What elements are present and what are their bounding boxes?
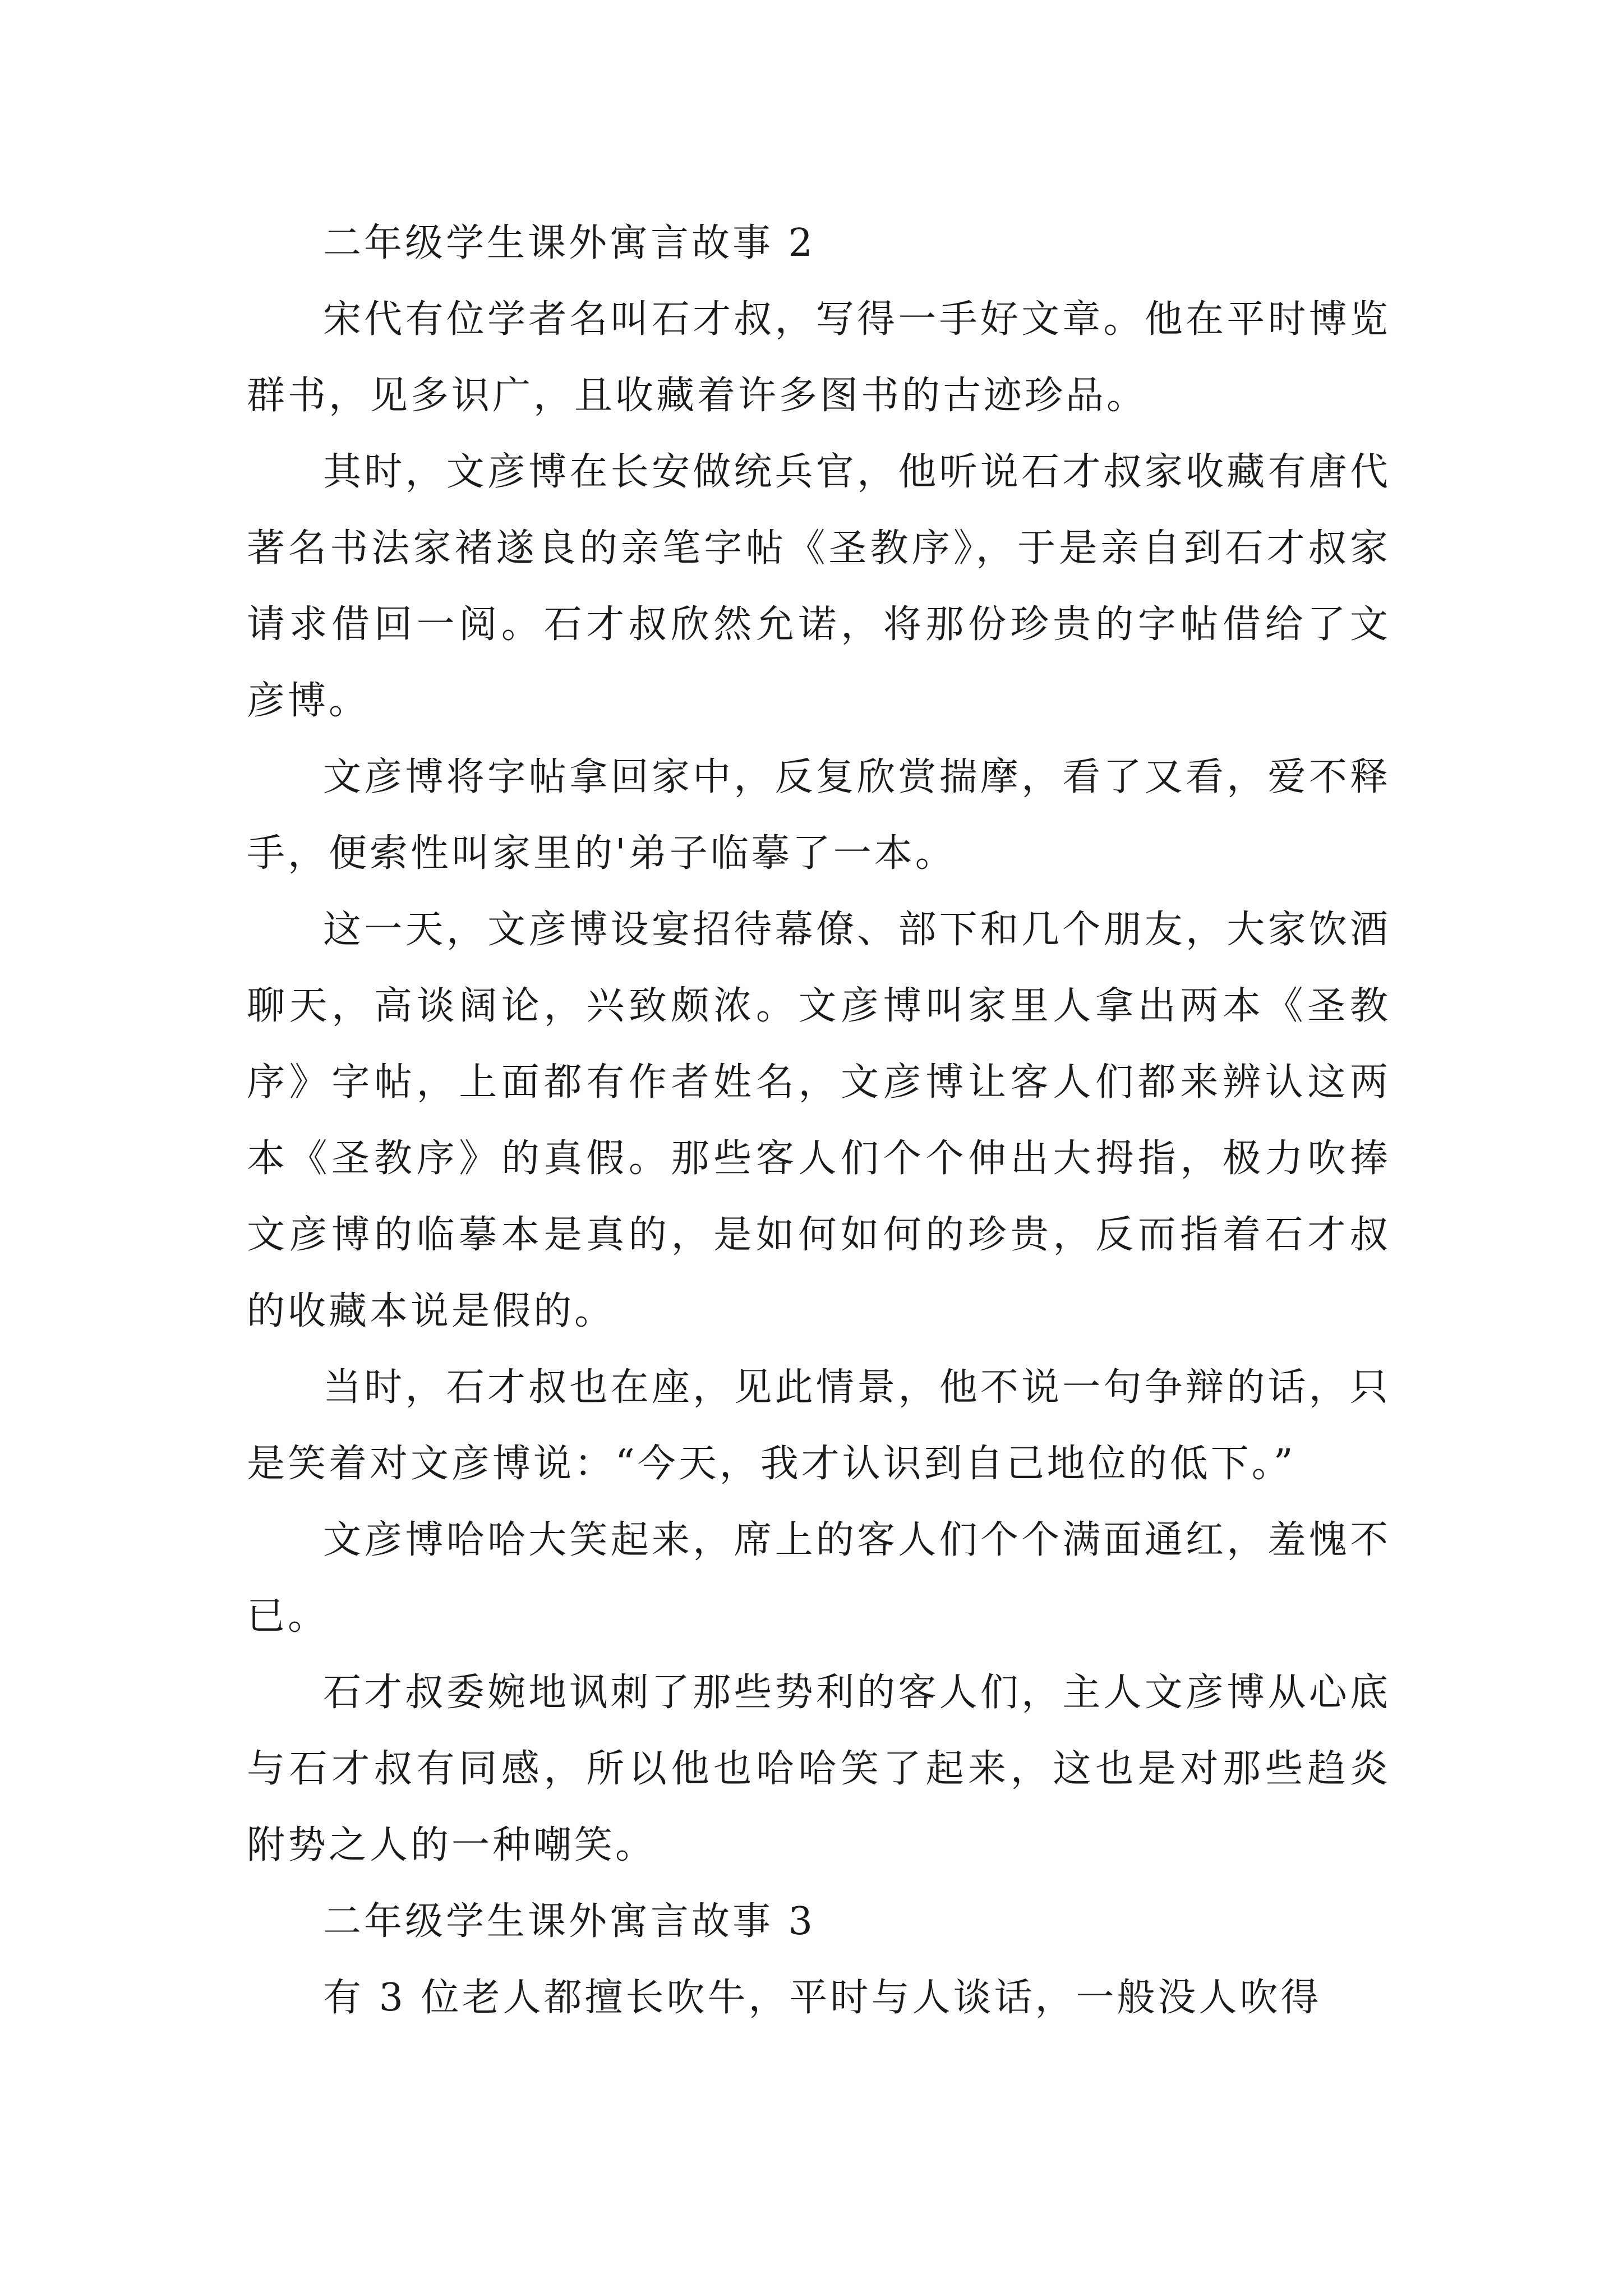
paragraph: 文彦博将字帖拿回家中，反复欣赏揣摩，看了又看，爱不释手，便索性叫家里的'弟子临摹了一本。 — [247, 755, 1391, 876]
paragraph: 当时，石才叔也在座，见此情景，他不说一句争辩的话，只是笑着对文彦博说：“今天，我才认识到自己地位的低下。” — [247, 1365, 1391, 1486]
paragraph: 其时，文彦博在长安做统兵官，他听说石才叔家收藏有唐代著名书法家褚遂良的亲笔字帖《圣教序》，于是亲自到石才叔家请求借回一阅。石才叔欣然允诺，将那份珍贵的字帖借给了文彦博。 — [247, 450, 1391, 723]
paragraph: 宋代有位学者名叫石才叔，写得一手好文章。他在平时博览群书，见多识广，且收藏着许多图书的古迹珍品。 — [247, 297, 1391, 418]
paragraph: 这一天，文彦博设宴招待幕僚、部下和几个朋友，大家饮酒聊天，高谈阔论，兴致颇浓。文彦博叫家里人拿出两本《圣教序》字帖，上面都有作者姓名，文彦博让客人们都来辨认这两本《圣教序》的真假。那些客人们个个伸出大拇指，极力吹捧文彦博的临摹本是真的，是如何如何的珍贵，反而指着石才叔的收藏本说是假的。 — [247, 908, 1391, 1333]
document-body — [247, 205, 1391, 2036]
section-heading: 二年级学生课外寓言故事 2 — [323, 221, 815, 265]
paragraph: 文彦博哈哈大笑起来，席上的客人们个个满面通红，羞愧不已。 — [247, 1518, 1391, 1639]
paragraph: 有 3 位老人都擅长吹牛，平时与人谈话，一般没人吹得 — [323, 1976, 1322, 2020]
section-heading: 二年级学生课外寓言故事 3 — [323, 1899, 815, 1944]
paragraph: 石才叔委婉地讽刺了那些势利的客人们，主人文彦博从心底与石才叔有同感，所以他也哈哈笑了起来，这也是对那些趋炎附势之人的一种嘲笑。 — [247, 1671, 1391, 1867]
